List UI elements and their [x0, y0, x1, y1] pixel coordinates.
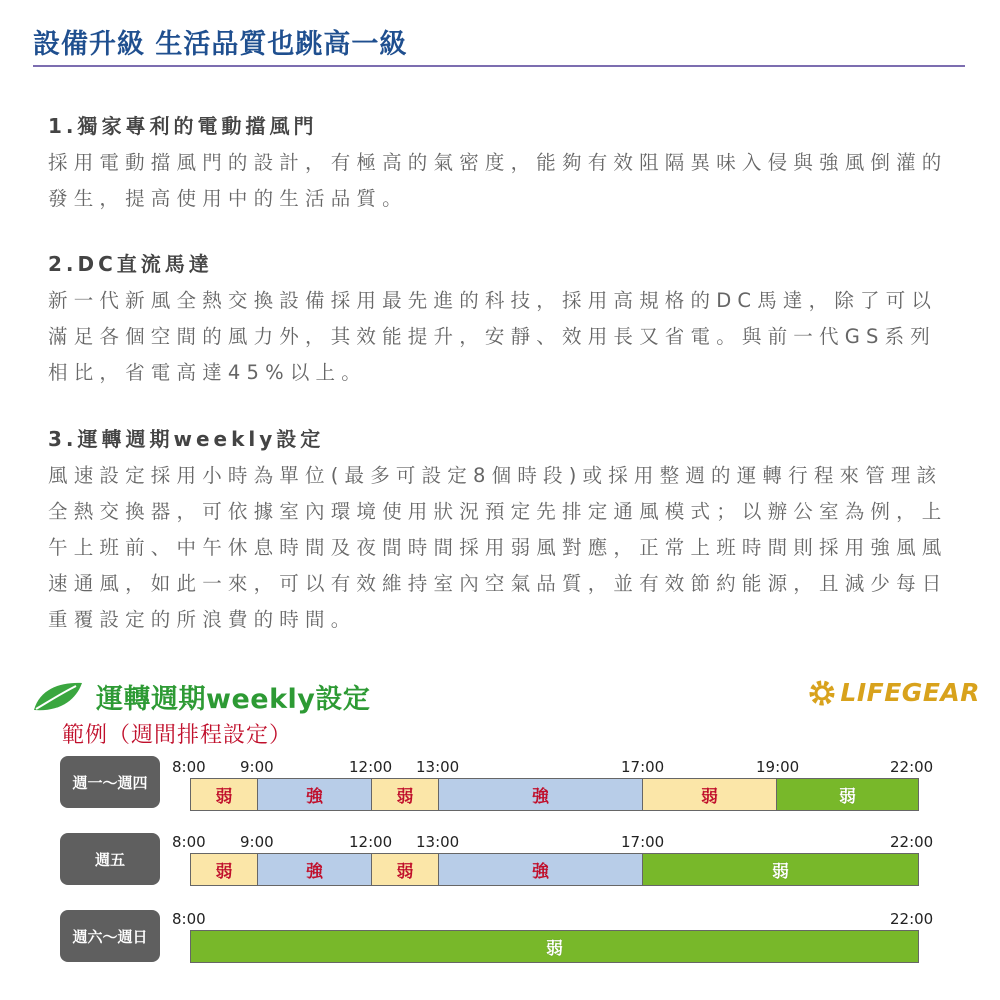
time-tick: 22:00	[890, 833, 934, 851]
time-tick: 8:00	[172, 833, 206, 851]
time-tick: 22:00	[890, 758, 934, 776]
schedule-segment-weak: 弱	[371, 853, 439, 886]
title-divider	[33, 65, 965, 67]
schedule-segment-strong: 強	[257, 853, 372, 886]
time-tick: 8:00	[172, 758, 206, 776]
section-weekly-schedule	[48, 425, 958, 638]
time-tick: 12:00	[349, 758, 393, 776]
section-heading: 3.運轉週期weekly設定	[48, 427, 325, 451]
row-label-sat-sun: 週六～週日	[60, 910, 160, 962]
time-tick: 17:00	[621, 758, 665, 776]
time-tick: 12:00	[349, 833, 393, 851]
section-body: 新一代新風全熱交換設備採用最先進的科技，採用高規格的DC馬達，除了可以滿足各個空間的風力外，其效能提升，安靜、效用長又省電。與前一代GS系列相比，省電高達45%以上。	[48, 289, 938, 384]
section-body: 採用電動擋風門的設計，有極高的氣密度，能夠有效阻隔異味入侵與強風倒灌的發生，提高使用中的生活品質。	[48, 151, 948, 210]
time-tick: 9:00	[240, 758, 274, 776]
section-dc-motor	[48, 250, 958, 391]
brand-name: LIFEGEAR	[840, 678, 980, 707]
schedule-segment-strong: 強	[438, 778, 643, 811]
schedule-segment-strong: 強	[438, 853, 643, 886]
section-body: 風速設定採用小時為單位(最多可設定8個時段)或採用整週的運轉行程來管理該全熱交換器，可依據室內環境使用狀況預定先排定通風模式；以辦公室為例，上午上班前、中午休息時間及夜間時間採用弱風對應，正常上班時間則採用強風風速通風，如此一來，可以有效維持室內空氣品質，並有效節約能源，且減少每日重覆設定的所浪費的時間。	[48, 464, 948, 631]
schedule-title-text: 運轉週期weekly設定	[96, 684, 371, 715]
gear-icon	[809, 680, 835, 706]
schedule-segment-weak-night: 弱	[642, 853, 919, 886]
section-heading: 1.獨家專利的電動擋風門	[48, 114, 318, 138]
leaf-icon	[30, 680, 84, 714]
schedule-segment-weak-all-day: 弱	[190, 930, 919, 963]
schedule-title	[30, 677, 370, 716]
schedule-subtitle: 範例（週間排程設定）	[62, 723, 293, 748]
schedule-segment-weak: 弱	[190, 853, 258, 886]
section-electric-damper	[48, 112, 958, 217]
row-label-fri: 週五	[60, 833, 160, 885]
schedule-segment-strong: 強	[257, 778, 372, 811]
brand-logo	[809, 678, 980, 707]
section-heading: 2.DC直流馬達	[48, 252, 213, 276]
time-tick: 17:00	[621, 833, 665, 851]
page-title: 設備升級 生活品質也跳高一級	[33, 29, 408, 60]
time-tick: 8:00	[172, 910, 206, 928]
schedule-segment-weak: 弱	[642, 778, 777, 811]
time-tick: 22:00	[890, 910, 934, 928]
time-tick: 13:00	[416, 833, 460, 851]
schedule-segment-weak: 弱	[190, 778, 258, 811]
schedule-segment-weak: 弱	[371, 778, 439, 811]
time-tick: 9:00	[240, 833, 274, 851]
time-tick: 19:00	[756, 758, 800, 776]
schedule-segment-weak-night: 弱	[776, 778, 919, 811]
time-tick: 13:00	[416, 758, 460, 776]
row-label-mon-thu: 週一～週四	[60, 756, 160, 808]
